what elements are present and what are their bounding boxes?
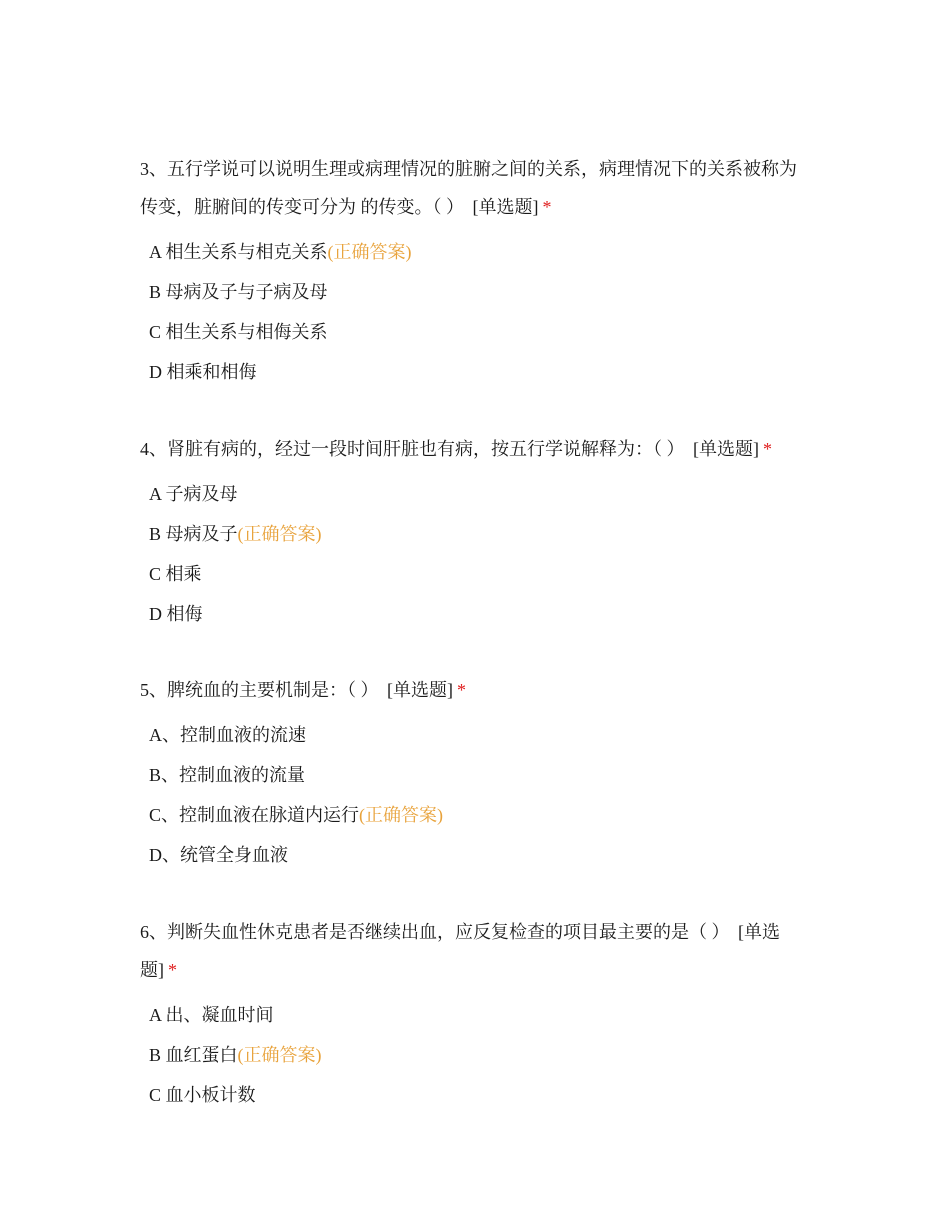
option-text: C 相乘 (149, 564, 202, 584)
required-mark: * (168, 960, 177, 980)
option-d[interactable] (140, 835, 808, 875)
question-type-label: [单选题] (693, 439, 759, 459)
option-a[interactable] (140, 474, 808, 514)
question-title (140, 150, 808, 226)
question-4 (140, 430, 808, 634)
option-list (140, 995, 808, 1115)
option-b[interactable] (140, 755, 808, 795)
option-c[interactable] (140, 312, 808, 352)
question-title (140, 671, 808, 709)
question-type-label: [单选题] (472, 197, 539, 217)
option-list (140, 474, 808, 634)
option-text: A 相生关系与相克关系 (149, 242, 328, 262)
required-mark: * (457, 680, 466, 700)
option-text: D 相侮 (149, 604, 203, 624)
option-text: C 血小板计数 (149, 1085, 256, 1105)
option-d[interactable] (140, 594, 808, 634)
required-mark: * (763, 439, 772, 459)
question-text: 3、五行学说可以说明生理或病理情况的脏腑之间的关系，病理情况下的关系被称为传变，脏腑间的传变可分为 的传变。（ ） (140, 159, 797, 217)
correct-answer-label: (正确答案) (327, 242, 412, 262)
option-text: A、控制血液的流速 (149, 725, 306, 745)
option-d[interactable] (140, 352, 808, 392)
option-b[interactable] (140, 514, 808, 554)
question-text: 5、脾统血的主要机制是：（ ） (140, 680, 379, 700)
correct-answer-label: (正确答案) (359, 805, 444, 825)
option-text: D 相乘和相侮 (149, 362, 257, 382)
question-5 (140, 671, 808, 875)
option-b[interactable] (140, 272, 808, 312)
question-title (140, 913, 808, 989)
option-c[interactable] (140, 1075, 808, 1115)
question-type-label: [单选题] (140, 922, 780, 980)
option-a[interactable] (140, 232, 808, 272)
correct-answer-label: (正确答案) (237, 1045, 322, 1065)
question-title (140, 430, 808, 468)
option-text: B 母病及子与子病及母 (149, 282, 328, 302)
option-text: D、统管全身血液 (149, 845, 288, 865)
question-6 (140, 913, 808, 1115)
option-text: C 相生关系与相侮关系 (149, 322, 328, 342)
option-list (140, 232, 808, 392)
option-text: B 血红蛋白 (149, 1045, 238, 1065)
option-b[interactable] (140, 1035, 808, 1075)
question-text: 4、肾脏有病的，经过一段时间肝脏也有病，按五行学说解释为：（ ） (140, 439, 685, 459)
option-text: A 子病及母 (149, 484, 238, 504)
option-list (140, 715, 808, 875)
option-text: A 出、凝血时间 (149, 1005, 274, 1025)
option-c[interactable] (140, 795, 808, 835)
question-3 (140, 150, 808, 392)
required-mark: * (542, 197, 552, 217)
correct-answer-label: (正确答案) (237, 524, 322, 544)
option-c[interactable] (140, 554, 808, 594)
option-text: B 母病及子 (149, 524, 238, 544)
option-a[interactable] (140, 995, 808, 1035)
option-text: C、控制血液在脉道内运行 (149, 805, 360, 825)
question-text: 6、判断失血性休克患者是否继续出血，应反复检查的项目最主要的是（ ） (140, 922, 730, 942)
option-a[interactable] (140, 715, 808, 755)
option-text: B、控制血液的流量 (149, 765, 306, 785)
question-type-label: [单选题] (387, 680, 453, 700)
